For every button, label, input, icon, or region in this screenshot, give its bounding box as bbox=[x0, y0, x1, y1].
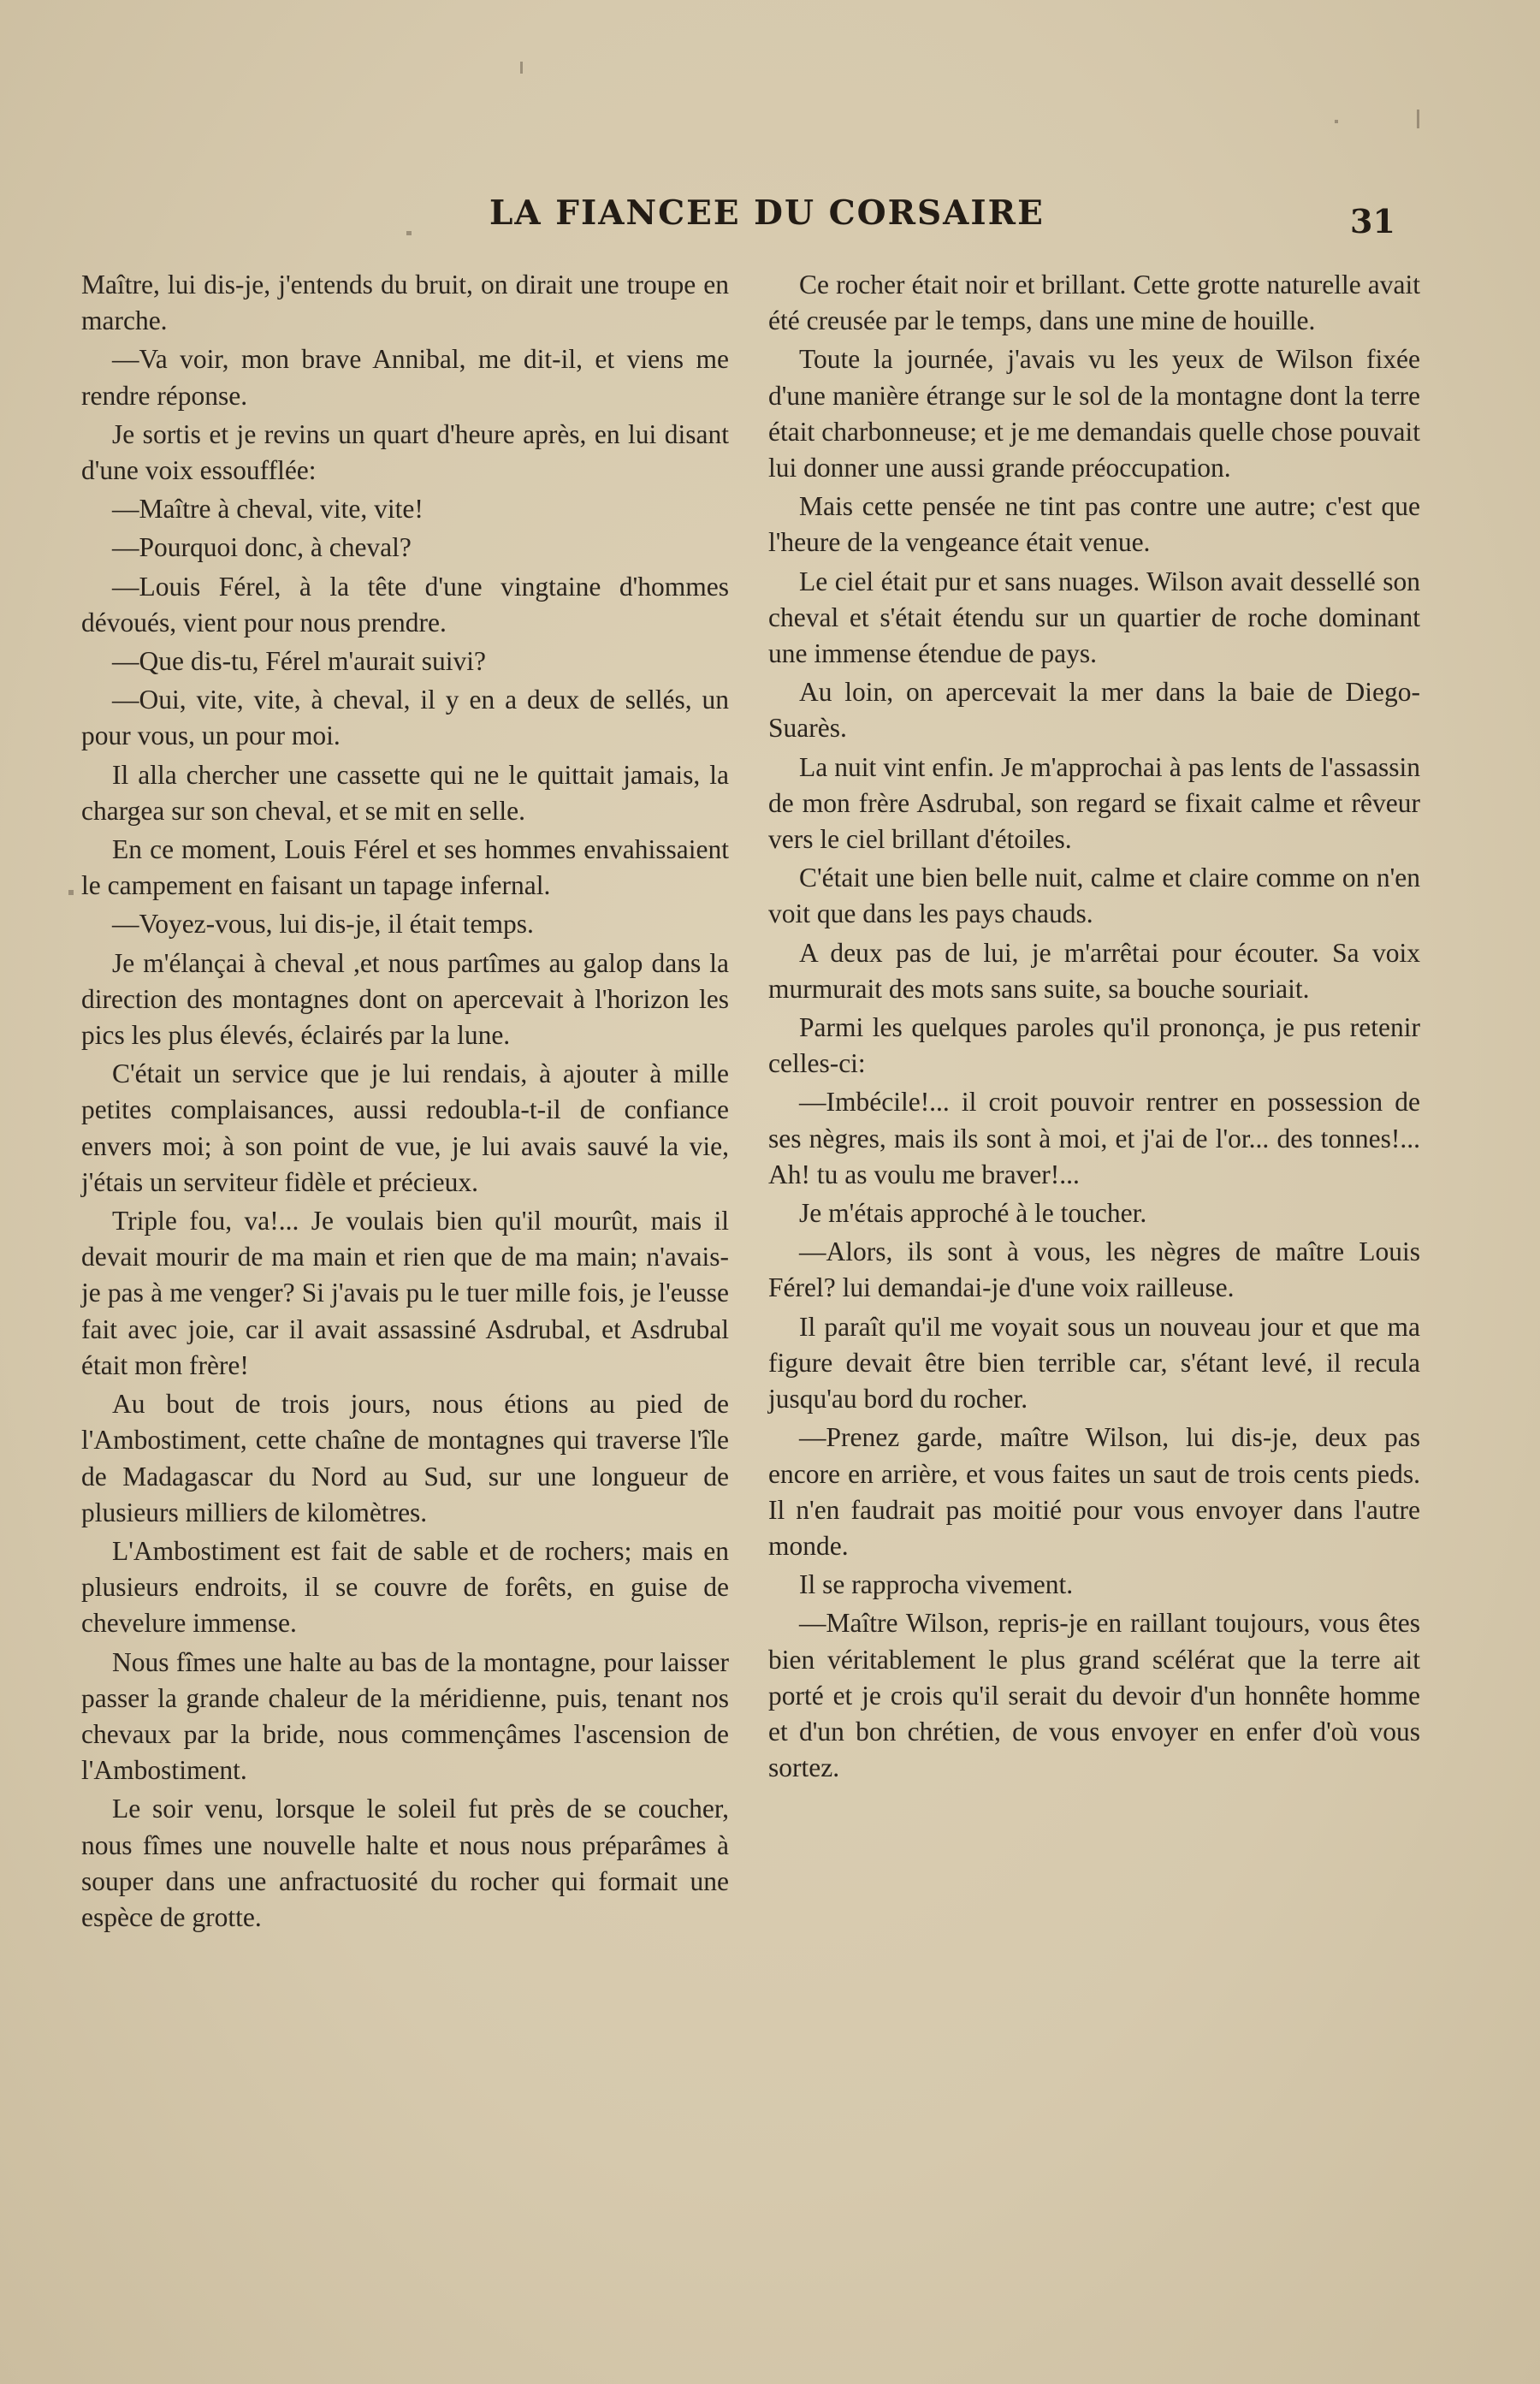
paragraph: Parmi les quelques paroles qu'il prononça, je pus retenir celles-ci: bbox=[768, 1012, 1420, 1079]
paragraph: —Imbécile!... il croit pouvoir rentrer en possession de ses nègres, mais ils sont à moi, et j'ai de l'or... des tonnes!... Ah! tu as voulu me braver!... bbox=[768, 1087, 1420, 1189]
paragraph: La nuit vint enfin. Je m'approchai à pas lents de l'assassin de mon frère Asdrubal, son regard se fixait calme et rêveur vers le ciel brillant d'étoiles. bbox=[768, 751, 1420, 855]
paragraph: Je m'élançai à cheval ,et nous partîmes au galop dans la direction des montagnes dont on apercevait à l'horizon les pics les plus élevés, éclairés par la lune. bbox=[81, 947, 729, 1051]
right-column bbox=[768, 267, 1420, 1786]
paragraph: —Maître à cheval, vite, vite! bbox=[112, 494, 424, 525]
paper-speck bbox=[68, 890, 74, 895]
paragraph: —Prenez garde, maître Wilson, lui dis-je, deux pas encore en arrière, et vous faites un saut de trois cents pieds. Il n'en faudrait pas moitié pour vous envoyer dans l'autre monde. bbox=[768, 1422, 1420, 1561]
paragraph: Toute la journée, j'avais vu les yeux de Wilson fixée d'une manière étrange sur le sol de la montagne dont la terre était charbonneuse; et je me demandais quelle chose pouvait lui donner une aussi grande préoccupation. bbox=[768, 344, 1420, 483]
paragraph: Nous fîmes une halte au bas de la montagne, pour laisser passer la grande chaleur de la méridienne, puis, tenant nos chevaux par la bride, nous commençâmes l'ascension de l'Ambostiment. bbox=[81, 1646, 729, 1786]
paragraph: A deux pas de lui, je m'arrêtai pour écouter. Sa voix murmurait des mots sans suite, sa bouche souriait. bbox=[768, 937, 1420, 1004]
paper-speck bbox=[520, 62, 523, 74]
paragraph: —Alors, ils sont à vous, les nègres de maître Louis Férel? lui demandai-je d'une voix railleuse. bbox=[768, 1236, 1420, 1303]
paragraph: Je sortis et je revins un quart d'heure après, en lui disant d'une voix essoufflée: bbox=[81, 418, 729, 486]
paragraph: Mais cette pensée ne tint pas contre une autre; c'est que l'heure de la vengeance était venue. bbox=[768, 491, 1420, 558]
paragraph: —Maître Wilson, repris-je en raillant toujours, vous êtes bien véritablement le plus grand scélérat que la terre ait porté et je crois qu'il serait du devoir d'un honnête homme et d'un bon chrétien, de vous envoyer en enfer d'où vous sortez. bbox=[768, 1608, 1420, 1783]
left-column bbox=[81, 267, 729, 1936]
paragraph: Au bout de trois jours, nous étions au pied de l'Ambostiment, cette chaîne de montagnes qui traverse l'île de Madagascar du Nord au Sud, sur une longueur de plusieurs milliers de kilomètres. bbox=[81, 1389, 729, 1527]
paragraph: Maître, lui dis-je, j'entends du bruit, on dirait une troupe en marche. bbox=[81, 270, 729, 336]
paragraph: —Va voir, mon brave Annibal, me dit-il, et viens me rendre réponse. bbox=[81, 344, 729, 411]
paragraph: Il paraît qu'il me voyait sous un nouveau jour et que ma figure devait être bien terrible car, s'étant levé, il recula jusqu'au bord du rocher. bbox=[768, 1311, 1420, 1414]
paragraph: —Pourquoi donc, à cheval? bbox=[112, 532, 412, 563]
paper-speck bbox=[1417, 110, 1419, 128]
paragraph: Je m'étais approché à le toucher. bbox=[799, 1198, 1147, 1229]
paragraph: Au loin, on apercevait la mer dans la baie de Diego-Suarès. bbox=[768, 677, 1420, 744]
paper-speck bbox=[1335, 120, 1338, 123]
running-title: LA FIANCEE DU CORSAIRE bbox=[489, 193, 1045, 233]
paragraph: —Louis Férel, à la tête d'une vingtaine d'hommes dévoués, vient pour nous prendre. bbox=[81, 571, 729, 638]
paragraph: Triple fou, va!... Je voulais bien qu'il mourût, mais il devait mourir de ma main et rien que de ma main; n'avais-je pas à me venger? Si j'avais pu le tuer mille fois, je l'eusse fait avec joie, car il avait assassiné Asdrubal, et Asdrubal était mon frère! bbox=[81, 1206, 729, 1380]
page-number: 31 bbox=[1350, 202, 1395, 240]
paragraph: L'Ambostiment est fait de sable et de rochers; mais en plusieurs endroits, il se couvre de forêts, en guise de chevelure immense. bbox=[81, 1535, 729, 1639]
paragraph: C'était un service que je lui rendais, à ajouter à mille petites complaisances, aussi redoubla-t-il de confiance envers moi; à son point de vue, je lui avais sauvé la vie, j'étais un serviteur fidèle et précieux. bbox=[81, 1059, 729, 1197]
paragraph: Il alla chercher une cassette qui ne le quittait jamais, la chargea sur son cheval, et se mit en selle. bbox=[81, 759, 729, 826]
paragraph: C'était une bien belle nuit, calme et claire comme on n'en voit que dans les pays chauds. bbox=[768, 863, 1420, 929]
paragraph: Le ciel était pur et sans nuages. Wilson avait dessellé son cheval et s'était étendu sur un quartier de roche dominant une immense étendue de pays. bbox=[768, 566, 1420, 669]
paragraph: Le soir venu, lorsque le soleil fut près de se coucher, nous fîmes une nouvelle halte et nous nous préparâmes à souper dans une anfractuosité du rocher qui formait une espèce de grotte. bbox=[81, 1794, 729, 1932]
paragraph: —Que dis-tu, Férel m'aurait suivi? bbox=[112, 646, 486, 677]
paragraph: —Voyez-vous, lui dis-je, il était temps. bbox=[112, 909, 534, 940]
paragraph: En ce moment, Louis Férel et ses hommes envahissaient le campement en faisant un tapage infernal. bbox=[81, 834, 729, 901]
paragraph: —Oui, vite, vite, à cheval, il y en a deux de sellés, un pour vous, un pour moi. bbox=[81, 685, 729, 751]
paragraph: Il se rapprocha vivement. bbox=[799, 1569, 1074, 1600]
running-head bbox=[0, 190, 1540, 240]
paragraph: Ce rocher était noir et brillant. Cette grotte naturelle avait été creusée par le temps, dans une mine de houille. bbox=[768, 270, 1420, 336]
